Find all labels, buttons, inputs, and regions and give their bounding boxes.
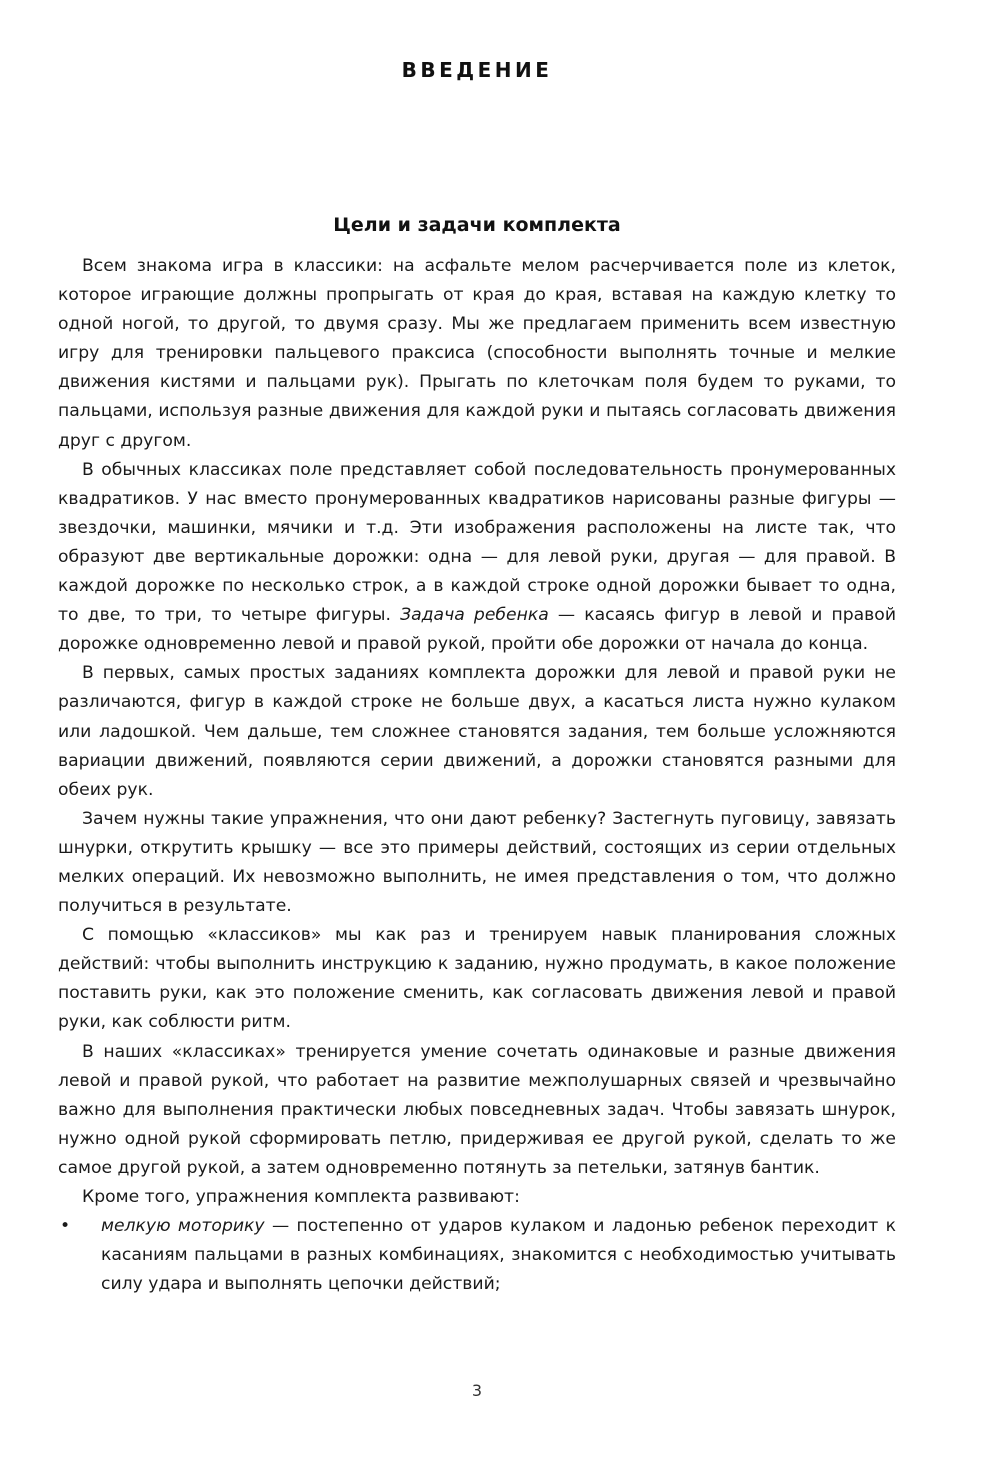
paragraph-2-end: — касаясь фигур в левой и правой дорожке одновременно левой и правой рукой, пройти обе дорожки от начала до конца. [58, 605, 896, 655]
body-text [58, 252, 896, 1299]
chapter-title: ВВЕДЕНИЕ [401, 58, 553, 82]
bullet-item [58, 1212, 896, 1299]
paragraph-2 [58, 456, 896, 660]
page-number: 3 [471, 1381, 483, 1400]
paragraph-1: Всем знакома игра в классики: на асфальте мелом расчерчивается поле из клеток, которое играющие должны пропрыгать от края до края, вставая на каждую клетку то одной ногой, то другой, то двумя сразу. Мы же предлагаем применить всем известную игру для тренировки пальцевого праксиса (способности выполнять точные и мелкие движения кистями и пальцами рук). Прыгать по клеточкам поля будем то руками, то пальцами, используя разные движения для каждой руки и пытаясь согласовать движения друг с другом. [58, 256, 896, 451]
section-title: Цели и задачи комплекта [333, 214, 621, 236]
bullet-list [58, 1212, 896, 1299]
paragraph-2-emphasis: Задача ребенка [400, 605, 549, 626]
bullet-item-text: — постепенно от ударов кулаком и ладонью ребенок переходит к касаниям пальцами в разных комбинациях, знакомится с необходимостью учитывать силу удара и выполнять цепочки действий; [101, 1216, 896, 1295]
bullet-item-emphasis: мелкую моторику [101, 1216, 265, 1237]
paragraph-6: В наших «классиках» тренируется умение сочетать одинаковые и разные движения левой и правой рукой, что работает на развитие межполушарных связей и чрезвычайно важно для выполнения практически любых повседневных задач. Чтобы завязать шнурок, нужно одной рукой сформировать петлю, придерживая ее другой рукой, сделать то же самое другой рукой, а затем одновременно потянуть за петельки, затянув бантик. [58, 1041, 896, 1178]
bullet-icon: • [60, 1216, 71, 1237]
paragraph-4: Зачем нужны такие упражнения, что они дают ребенку? Застегнуть пуговицу, завязать шнурки, открутить крышку — все это примеры действий, состоящих из серии отдельных мелких операций. Их невозможно выполнить, не имея представления о том, что должно получиться в результате. [58, 808, 896, 917]
paragraph-7: Кроме того, упражнения комплекта развивают: [82, 1187, 520, 1207]
paragraph-2-start: В обычных классиках поле представляет собой последовательность пронумерованных квадратиков. У нас вместо пронумерованных квадратиков нарисованы разные фигуры — звездочки, машинки, мячики и т.д. Эти изображения расположены на листе так, что образуют две вертикальные дорожки: одна — для левой руки, другая — для правой. В каждой дорожке по несколько строк, а в каждой строке одной дорожки бывает то одна, то две, то три, то четыре фигуры. [58, 459, 896, 626]
paragraph-5: С помощью «классиков» мы как раз и тренируем навык планирования сложных действий: чтобы выполнить инструкцию к заданию, нужно продумать, в какое положение поставить руки, как это положение сменить, как согласовать движения левой и правой руки, как соблюсти ритм. [58, 925, 896, 1033]
paragraph-3: В первых, самых простых заданиях комплекта дорожки для левой и правой руки не различаются, фигур в каждой строке не больше двух, а касаться листа нужно кулаком или ладошкой. Чем дальше, тем сложнее становятся задания, тем больше усложняются вариации движений, появляются серии движений, а дорожки становятся разными для обеих рук. [58, 663, 896, 800]
